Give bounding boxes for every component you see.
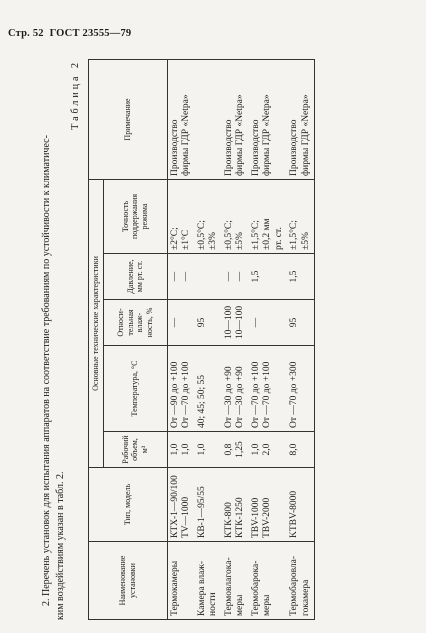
cell-line: КТК-800 xyxy=(223,502,234,538)
cell-line: фирмы ГДР «Netpa» xyxy=(300,94,311,176)
cell-line: 1,5 xyxy=(250,270,261,283)
table-body xyxy=(167,59,315,619)
cell-line: 2,0 xyxy=(262,443,272,456)
cell-note xyxy=(195,59,222,179)
cell-line: 1,0 xyxy=(196,443,207,456)
cell-line: От —30 до +90 xyxy=(223,366,234,428)
cell-line: 1,0 xyxy=(250,443,261,456)
header-group: Основные технические характеристики xyxy=(89,179,104,467)
cell-line: Термовлагока- xyxy=(223,557,234,616)
header-pressure: Давление, мм рт. ст. xyxy=(103,254,167,300)
table-label: Таблица 2 xyxy=(70,60,81,130)
cell-volume xyxy=(222,432,249,468)
cell-line: 10—100 xyxy=(235,305,245,340)
cell-model xyxy=(222,468,249,542)
cell-line: меры xyxy=(235,594,245,616)
cell-pressure xyxy=(167,254,195,300)
cell-note xyxy=(167,59,195,179)
cell-humidity xyxy=(195,300,222,346)
cell-line: ±1,5°С; xyxy=(289,220,299,250)
cell-line: 0,8 xyxy=(223,443,234,456)
cell-line: 1,0 xyxy=(169,443,180,456)
cell-humidity xyxy=(222,300,249,346)
cell-model xyxy=(167,468,195,542)
cell-line: фирмы ГДР «Netpa» xyxy=(262,94,272,176)
cell-line: ±1,5°С; xyxy=(250,220,261,250)
page-header xyxy=(8,28,131,39)
cell-accuracy xyxy=(195,179,222,253)
cell-humidity xyxy=(249,300,288,346)
cell-line: TBV-1000 xyxy=(250,497,261,538)
cell-line: фирмы ГДР «Netpa» xyxy=(235,94,245,176)
cell-line: ±2°С; xyxy=(169,227,180,250)
cell-accuracy xyxy=(167,179,195,253)
cell-line: Производство xyxy=(289,119,299,176)
cell-name xyxy=(195,542,222,620)
header-humidity: Относи- тельная влаж- ность, % xyxy=(103,300,167,346)
cell-model xyxy=(195,468,222,542)
cell-line: Термокамеры xyxy=(169,560,180,616)
cell-accuracy xyxy=(222,179,249,253)
cell-line: КТХ-1—90/100 xyxy=(169,475,180,538)
cell-accuracy xyxy=(287,179,315,253)
cell-accuracy xyxy=(249,179,288,253)
cell-line: — xyxy=(181,271,191,282)
cell-line: 10—100 xyxy=(223,305,234,340)
header-temperature: Температура, °С xyxy=(103,346,167,432)
cell-line: 8,0 xyxy=(289,443,299,456)
cell-temperature xyxy=(167,346,195,432)
cell-line: KTBV-8000 xyxy=(289,490,299,538)
header-volume: Рабочий объем, м³ xyxy=(103,432,167,468)
cell-humidity xyxy=(287,300,315,346)
table-row xyxy=(222,59,249,619)
cell-line: 1,5 xyxy=(289,270,299,283)
cell-line: Камера влаж- xyxy=(196,560,207,616)
cell-line: Термобарока- xyxy=(250,560,261,616)
cell-line: фирмы ГДР «Netpa» xyxy=(181,94,191,176)
cell-volume xyxy=(195,432,222,468)
cell-volume xyxy=(167,432,195,468)
cell-line: TV—1000 xyxy=(181,496,191,538)
cell-line: От —70 до +100 xyxy=(181,361,191,428)
cell-line: 95 xyxy=(196,317,207,328)
cell-line: Производство xyxy=(250,119,261,176)
cell-line: — xyxy=(169,271,180,282)
cell-line: Производство xyxy=(169,119,180,176)
cell-line: гокамера xyxy=(300,579,311,616)
cell-line: рт. ст. xyxy=(273,227,284,250)
cell-model xyxy=(249,468,288,542)
cell-line: Производство xyxy=(223,119,234,176)
cell-line: — xyxy=(223,271,234,282)
cell-model xyxy=(287,468,315,542)
cell-line: ±0,5°С; xyxy=(223,220,234,250)
header-model: Тип, модель xyxy=(89,468,168,542)
cell-line: От —70 до +100 xyxy=(250,361,261,428)
cell-line: От —30 до +90 xyxy=(235,366,245,428)
cell-line: ±1°С xyxy=(181,229,191,250)
cell-name xyxy=(249,542,288,620)
cell-line: ±0,5°С; xyxy=(196,220,207,250)
cell-line: 40; 45; 50; 55 xyxy=(196,374,207,428)
intro-line-2: ким воздействиям указан в табл. 2. xyxy=(54,471,66,620)
cell-line: От —90 до +100 xyxy=(169,361,180,428)
intro-paragraph xyxy=(40,60,67,620)
cell-line: КВ-1—95/55 xyxy=(196,486,207,538)
cell-line: От —70 до +300 xyxy=(289,361,299,428)
intro-line-1: 2. Перечень установок для испытания аппаратов на соответствие требованиям по устойчивости к климатичес- xyxy=(41,135,52,606)
cell-temperature xyxy=(249,346,288,432)
table-row xyxy=(287,59,315,619)
cell-line: От —70 до +100 xyxy=(262,361,272,428)
cell-volume xyxy=(287,432,315,468)
standard-number: ГОСТ 23555—79 xyxy=(49,28,132,39)
cell-pressure xyxy=(222,254,249,300)
equipment-table xyxy=(88,59,315,620)
header-name: Наименование установки xyxy=(89,542,168,620)
cell-line: — xyxy=(169,317,180,328)
cell-name xyxy=(287,542,315,620)
table-row xyxy=(167,59,195,619)
cell-line: 95 xyxy=(289,317,299,328)
cell-line: 1,0 xyxy=(181,443,191,456)
cell-line: КТК-1250 xyxy=(235,497,245,538)
cell-name xyxy=(222,542,249,620)
cell-line: ±5% xyxy=(300,232,311,250)
cell-pressure xyxy=(249,254,288,300)
cell-line: — xyxy=(250,317,261,328)
header-note: Примечание xyxy=(89,59,168,179)
cell-temperature xyxy=(287,346,315,432)
cell-line: ности xyxy=(208,592,218,616)
cell-temperature xyxy=(222,346,249,432)
cell-note xyxy=(222,59,249,179)
cell-line: ±3% xyxy=(208,232,218,250)
cell-line: ±5% xyxy=(235,232,245,250)
cell-line: 1,25 xyxy=(235,441,245,458)
header-accuracy: Точность поддержания режима xyxy=(103,179,167,253)
cell-volume xyxy=(249,432,288,468)
cell-name xyxy=(167,542,195,620)
cell-line: TBV-2000 xyxy=(262,497,272,538)
cell-humidity xyxy=(167,300,195,346)
table-row xyxy=(249,59,288,619)
cell-pressure xyxy=(195,254,222,300)
cell-note xyxy=(249,59,288,179)
cell-line: Термобаровла- xyxy=(289,555,299,616)
cell-line: — xyxy=(235,271,245,282)
cell-note xyxy=(287,59,315,179)
page-number: Стр. 52 xyxy=(8,28,44,39)
rotated-content xyxy=(40,60,412,620)
cell-line: меры xyxy=(262,594,272,616)
cell-pressure xyxy=(287,254,315,300)
table-row xyxy=(195,59,222,619)
cell-temperature xyxy=(195,346,222,432)
cell-line: ±0,2 мм xyxy=(262,218,272,250)
